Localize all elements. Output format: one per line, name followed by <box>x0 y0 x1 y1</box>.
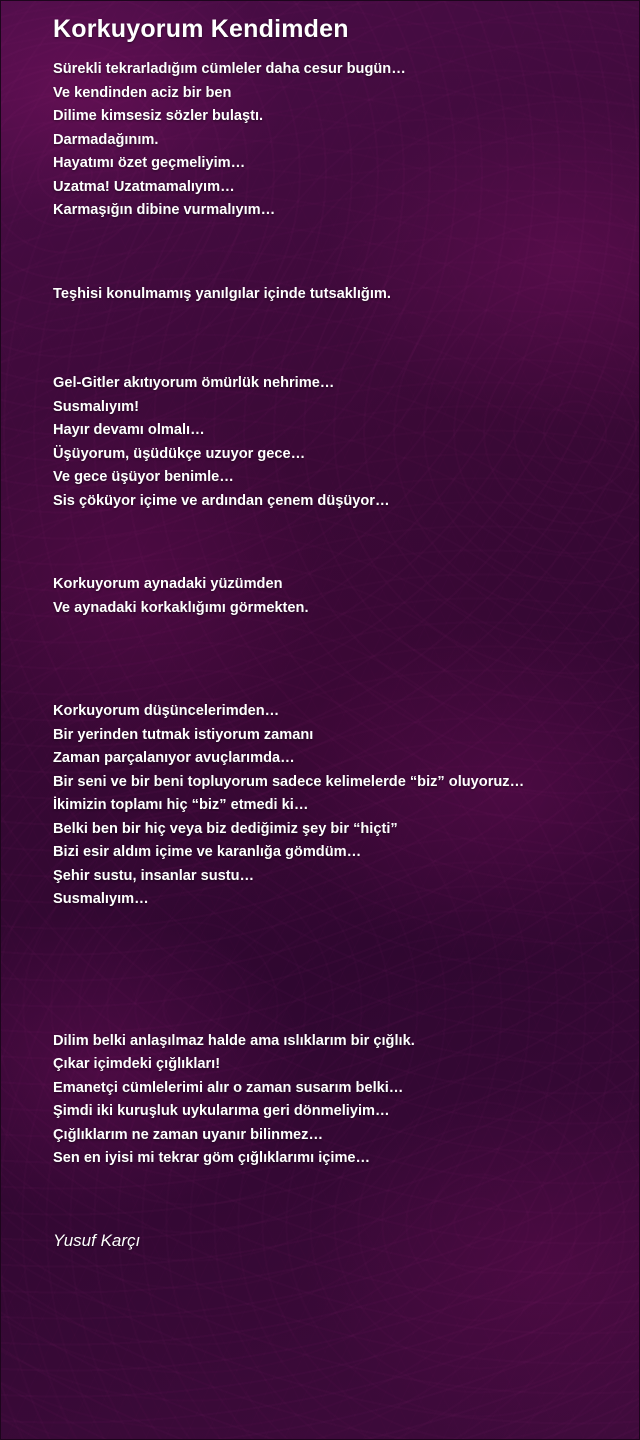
poem-line: Uzatma! Uzatmamalıyım… <box>53 178 235 195</box>
poem-stanza-4 <box>53 573 617 620</box>
poem-line: Ve gece üşüyor benimle… <box>53 469 234 485</box>
poem-content <box>1 1 639 1251</box>
poem-stanza-2 <box>53 283 617 307</box>
poem-stanza-5 <box>53 700 617 912</box>
poem-author: Yusuf Karçı <box>53 1230 141 1250</box>
poem-line: Bir seni ve bir beni topluyorum sadece kelimelerde “biz” oluyoruz… <box>53 773 525 790</box>
stanza-spacer <box>53 306 617 372</box>
page-title: Korkuyorum Kendimden <box>53 15 349 43</box>
poem-line: Susmalıyım! <box>53 398 139 415</box>
author-spacer <box>53 1171 617 1231</box>
poem-line: Sürekli tekrarladığım cümleler daha cesur bugün… <box>53 61 406 77</box>
poem-line: Susmalıyım… <box>53 891 149 907</box>
poem-line: İkimizin toplamı hiç “biz” etmedi ki… <box>53 797 309 813</box>
poem-line: Sis çöküyor içime ve ardından çenem düşüyor… <box>53 492 390 509</box>
poem-line: Dilime kimsesiz sözler bulaştı. <box>53 108 264 124</box>
poem-line: Sen en iyisi mi tekrar göm çığlıklarımı içime… <box>53 1150 371 1166</box>
poem-line: Korkuyorum düşüncelerimden… <box>53 703 280 719</box>
poem-line: Karmaşığın dibine vurmalıyım… <box>53 202 276 218</box>
stanza-spacer <box>53 620 617 700</box>
poem-line: Çıkar içimdeki çığlıkları! <box>53 1056 221 1072</box>
stanza-spacer <box>53 223 617 283</box>
poem-line: Belki ben bir hiç veya biz dediğimiz şey bir “hiçti” <box>53 820 398 837</box>
poem-line: Zaman parçalanıyor avuçlarımda… <box>53 750 295 766</box>
stanza-spacer <box>53 912 617 1030</box>
poem-line: Hayır devamı olmalı… <box>53 422 205 438</box>
poem-stanza-6 <box>53 1030 617 1171</box>
poem-line: Korkuyorum aynadaki yüzümden <box>53 576 283 592</box>
stanza-spacer <box>53 513 617 573</box>
poem-line: Bizi esir aldım içime ve karanlığa gömdüm… <box>53 844 362 860</box>
poem-line: Teşhisi konulmamış yanılgılar içinde tutsaklığım. <box>53 285 391 302</box>
poem-line: Dilim belki anlaşılmaz halde ama ıslıklarım bir çığlık. <box>53 1032 415 1049</box>
poem-line: Emanetçi cümlelerimi alır o zaman susarım belki… <box>53 1079 404 1096</box>
poem-line: Çığlıklarım ne zaman uyanır bilinmez… <box>53 1126 324 1143</box>
poem-stanza-3 <box>53 372 617 513</box>
poem-line: Hayatımı özet geçmeliyim… <box>53 155 246 171</box>
poem-line: Bir yerinden tutmak istiyorum zamanı <box>53 726 314 743</box>
poem-line: Ve aynadaki korkaklığımı görmekten. <box>53 599 309 616</box>
poem-line: Üşüyorum, üşüdükçe uzuyor gece… <box>53 445 306 462</box>
poem-line: Darmadağınım. <box>53 131 159 148</box>
poem-stanza-1 <box>53 58 617 223</box>
poem-line: Şehir sustu, insanlar sustu… <box>53 867 255 884</box>
poem-line: Şimdi iki kuruşluk uykularıma geri dönmeliyim… <box>53 1103 390 1119</box>
poem-line: Ve kendinden aciz bir ben <box>53 84 232 101</box>
poem-line: Gel-Gitler akıtıyorum ömürlük nehrime… <box>53 375 335 391</box>
